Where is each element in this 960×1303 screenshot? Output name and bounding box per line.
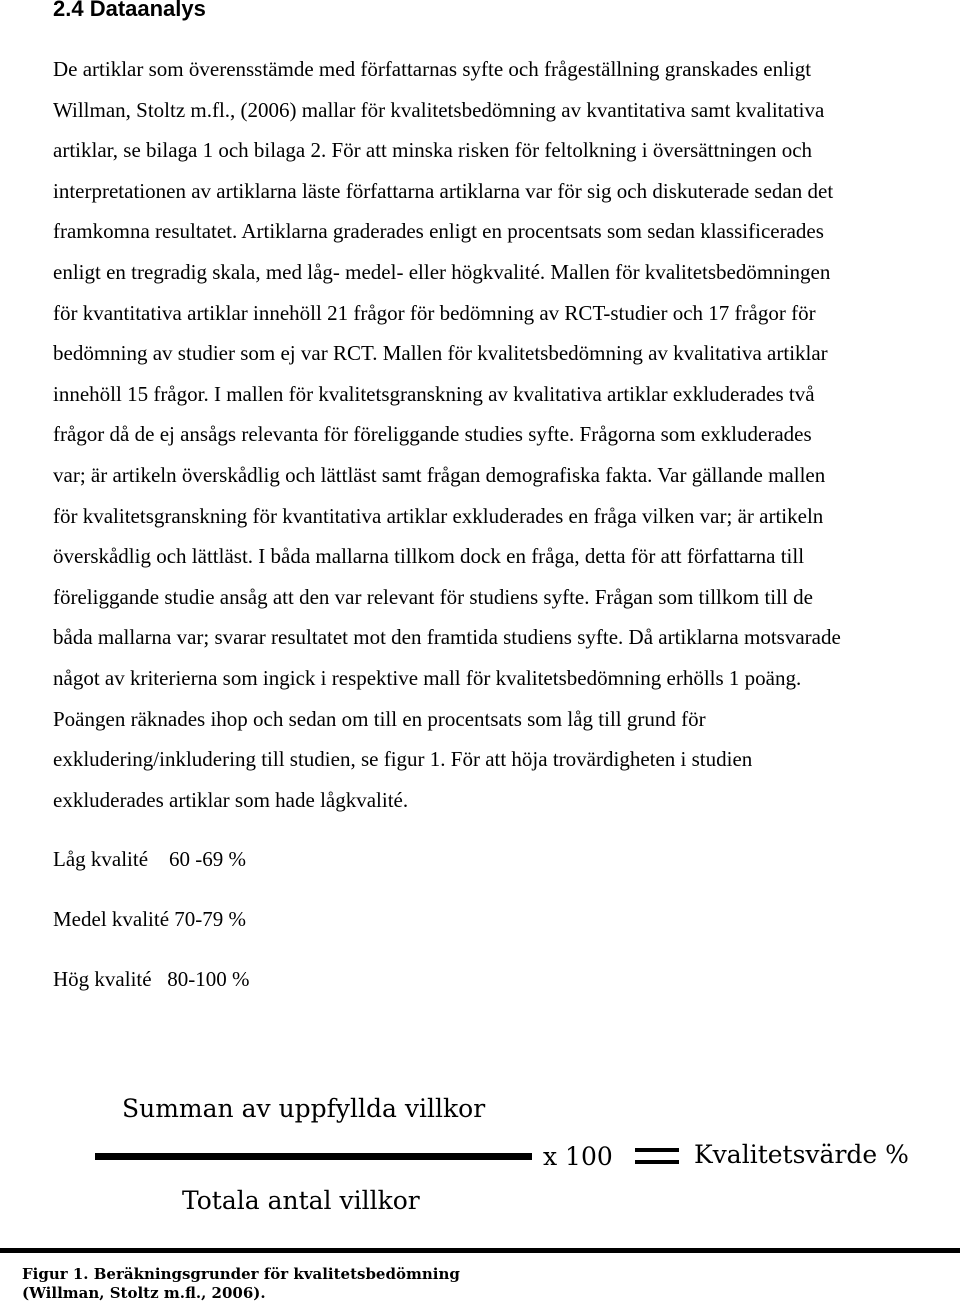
paragraph-line: frågor då de ej ansågs relevanta för föreliggande studies syfte. Frågorna som exkluderades [53, 422, 812, 447]
paragraph-line: för kvalitetsgranskning för kvantitativa artiklar exkluderades en fråga vilken var; är artikeln [53, 503, 824, 528]
section-heading: 2.4 Dataanalys [53, 0, 206, 21]
fraction-bar [95, 1153, 532, 1160]
paragraph-line: Poängen räknades ihop och sedan om till en procentsats som låg till grund för [53, 706, 706, 731]
paragraph-line: överskådlig och lättläst. I båda mallarna tillkom dock en fråga, detta för att författarna till [53, 544, 805, 569]
formula-multiplier: x 100 [543, 1142, 613, 1171]
equals-bar-bottom [635, 1160, 679, 1164]
quality-level-low: Låg kvalité 60 -69 % [53, 847, 247, 871]
paragraph-line: enligt en tregradig skala, med låg- medel- eller högkvalité. Mallen för kvalitetsbedömningen [53, 259, 831, 284]
formula-result: Kvalitetsvärde % [694, 1140, 909, 1169]
paragraph-line: artiklar, se bilaga 1 och bilaga 2. För att minska risken för feltolkning i översättningen och [53, 138, 813, 163]
figure-caption-line2: (Willman, Stoltz m.fl., 2006). [22, 1284, 266, 1302]
figure-divider [0, 1248, 960, 1253]
paragraph-line: var; är artikeln överskådlig och lättläst samt frågan demografiska fakta. Var gällande mallen [53, 462, 826, 487]
body-paragraph [53, 49, 933, 820]
paragraph-line: exkluderades artiklar som hade lågkvalité. [53, 787, 409, 812]
paragraph-line: bedömning av studier som ej var RCT. Mallen för kvalitetsbedömning av kvalitativa artiklar [53, 341, 828, 366]
paragraph-line: interpretationen av artiklarna läste författarna artiklarna var för sig och diskuterade sedan det [53, 178, 834, 203]
formula-denominator: Totala antal villkor [182, 1186, 420, 1215]
figure-caption-line1: Figur 1. Beräkningsgrunder för kvalitetsbedömning [22, 1265, 460, 1283]
paragraph-line: exkludering/inkludering till studien, se figur 1. För att höja trovärdigheten i studien [53, 747, 753, 772]
formula-numerator: Summan av uppfyllda villkor [122, 1094, 486, 1123]
paragraph-line: något av kriterierna som ingick i respektive mall för kvalitetsbedömning erhölls 1 poäng. [53, 665, 802, 690]
paragraph-line: Willman, Stoltz m.fl., (2006) mallar för kvalitetsbedömning av kvantitativa samt kvalitativa [53, 97, 825, 122]
paragraph-line: båda mallarna var; svarar resultatet mot den framtida studiens syfte. Då artiklarna motsvarade [53, 625, 841, 650]
paragraph-line: föreliggande studie ansåg att den var relevant för studiens syfte. Frågan som tillkom till de [53, 584, 813, 609]
paragraph-line: De artiklar som överensstämde med författarnas syfte och frågeställning granskades enligt [53, 57, 812, 81]
quality-level-high: Hög kvalité 80-100 % [53, 967, 250, 991]
paragraph-line: innehöll 15 frågor. I mallen för kvalitetsgranskning av kvalitativa artiklar exkluderades två [53, 381, 815, 406]
paragraph-line: för kvantitativa artiklar innehöll 21 frågor för bedömning av RCT-studier och 17 frågor för [53, 300, 816, 325]
paragraph-line: framkomna resultatet. Artiklarna graderades enligt en procentsats som sedan klassificerades [53, 219, 824, 244]
equals-bar-top [635, 1148, 679, 1152]
quality-level-medium: Medel kvalité 70-79 % [53, 907, 247, 931]
